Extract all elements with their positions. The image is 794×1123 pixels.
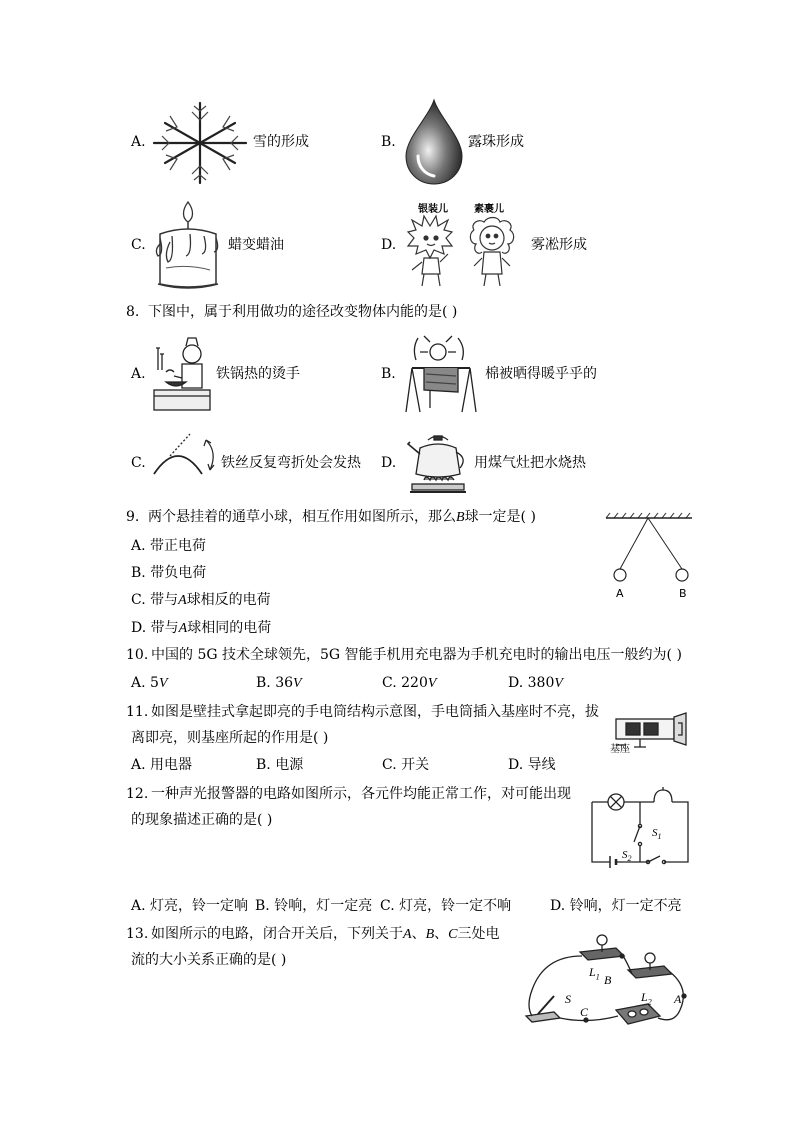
q9-option-c: C. 带与A球相反的电荷: [131, 592, 271, 608]
bell-symbol: [654, 790, 672, 802]
q11-option-c: C. 开关: [382, 757, 430, 773]
q9-stem: 两个悬挂着的通草小球，相互作用如图所示，那么B球一定是( ): [148, 509, 536, 525]
q7-option-d-text: 雾凇形成: [531, 237, 587, 253]
q8-option-a-text: 铁锅热的烫手: [216, 366, 300, 382]
point-a-label: A: [674, 992, 682, 1006]
q12-option-d: D. 铃响，灯一定不亮: [550, 898, 682, 914]
q7-option-b-text: 露珠形成: [468, 134, 524, 150]
rime-doll-left-label: 银装儿: [418, 204, 448, 215]
q11-option-b: B. 电源: [256, 757, 304, 773]
q9-option-a: A. 带正电荷: [131, 538, 207, 554]
alarm-circuit-figure: [588, 790, 692, 868]
q10-option-b: B. 36V: [256, 675, 302, 691]
switch-s-label: S: [565, 992, 571, 1006]
ball-b: [676, 569, 688, 581]
q12-number: 12.: [126, 786, 149, 802]
dewdrop-icon: [404, 98, 464, 186]
candle-icon: [150, 198, 226, 290]
q8-option-d-letter: D.: [381, 455, 397, 471]
q7-option-b-letter: B.: [381, 134, 396, 150]
switch-s1-label: $S_1$: [652, 827, 662, 842]
q9-option-b: B. 带负电荷: [131, 565, 207, 581]
q11-option-d: D. 导线: [508, 757, 556, 773]
point-c-label: C: [580, 1005, 589, 1019]
q8-option-a-letter: A.: [131, 366, 146, 382]
q11-stem-line1: 如图是壁挂式拿起即亮的手电筒结构示意图，手电筒插入基座时不亮，拔: [151, 704, 599, 720]
ball-a-label: A: [616, 587, 624, 600]
q7-option-a-text: 雪的形成: [253, 134, 309, 150]
q13-number: 13.: [126, 926, 149, 942]
q10-stem: 中国的 5G 技术全球领先，5G 智能手机用充电器为手机充电时的输出电压一般约为( ): [151, 647, 682, 663]
q8-option-b-text: 棉被晒得暖乎乎的: [485, 366, 597, 382]
point-b-label: B: [604, 973, 612, 987]
rime-dolls-icon: [404, 214, 524, 290]
lamp-l2-label: $L_2$: [641, 990, 652, 1007]
ball-a: [614, 569, 626, 581]
q12-option-b: B. 铃响，灯一定亮: [255, 898, 373, 914]
hanging-balls-figure: [604, 512, 694, 582]
q8-option-c-text: 铁丝反复弯折处会发热: [221, 455, 361, 471]
q12-option-a: A. 灯亮，铃一定响: [131, 898, 249, 914]
q10-option-d: D. 380V: [508, 675, 563, 691]
q11-option-a: A. 用电器: [131, 757, 193, 773]
q9-number: 9.: [126, 509, 140, 525]
q8-stem: 下图中，属于利用做功的途径改变物体内能的是( ): [148, 304, 458, 320]
q12-stem-line2: 的现象描述正确的是( ): [131, 812, 273, 828]
quilt-sun-icon: [404, 334, 478, 414]
lamp-l1-label: $L_1$: [589, 965, 600, 982]
q11-stem-line2: 离即亮，则基座所起的作用是( ): [131, 730, 329, 746]
q13-stem-line1: 如图所示的电路，闭合开关后，下列关于A、B、C三处电: [151, 926, 500, 942]
q8-number: 8.: [126, 304, 140, 320]
q7-option-d-letter: D.: [381, 237, 397, 253]
q10-number: 10.: [126, 647, 149, 663]
ball-b-label: B: [679, 587, 687, 600]
bent-wire-icon: [150, 430, 222, 478]
q12-option-c: C. 灯亮，铃一定不响: [380, 898, 512, 914]
cooking-icon: [152, 334, 212, 414]
q7-option-a-letter: A.: [131, 134, 146, 150]
q13-stem-line2: 流的大小关系正确的是( ): [131, 952, 287, 968]
q10-option-c: C. 220V: [382, 675, 437, 691]
q7-option-c-letter: C.: [131, 237, 146, 253]
q9-option-d: D. 带与A球相同的电荷: [131, 620, 272, 636]
snowflake-icon: [150, 100, 250, 186]
q8-option-c-letter: C.: [131, 455, 146, 471]
q8-option-d-text: 用煤气灶把水烧热: [474, 455, 586, 471]
q12-stem-line1: 一种声光报警器的电路如图所示，各元件均能正常工作，对可能出现: [151, 786, 571, 802]
q8-option-b-letter: B.: [381, 366, 396, 382]
rime-doll-right-label: 素裹儿: [474, 204, 504, 215]
q10-option-a: A. 5V: [131, 675, 168, 691]
switch-s2-label: $S_2$: [622, 849, 632, 864]
kettle-stove-icon: [406, 430, 470, 496]
q11-number: 11.: [126, 704, 149, 720]
q7-option-c-text: 蜡变蜡油: [228, 237, 284, 253]
flashlight-base-label: 基座: [610, 744, 630, 755]
